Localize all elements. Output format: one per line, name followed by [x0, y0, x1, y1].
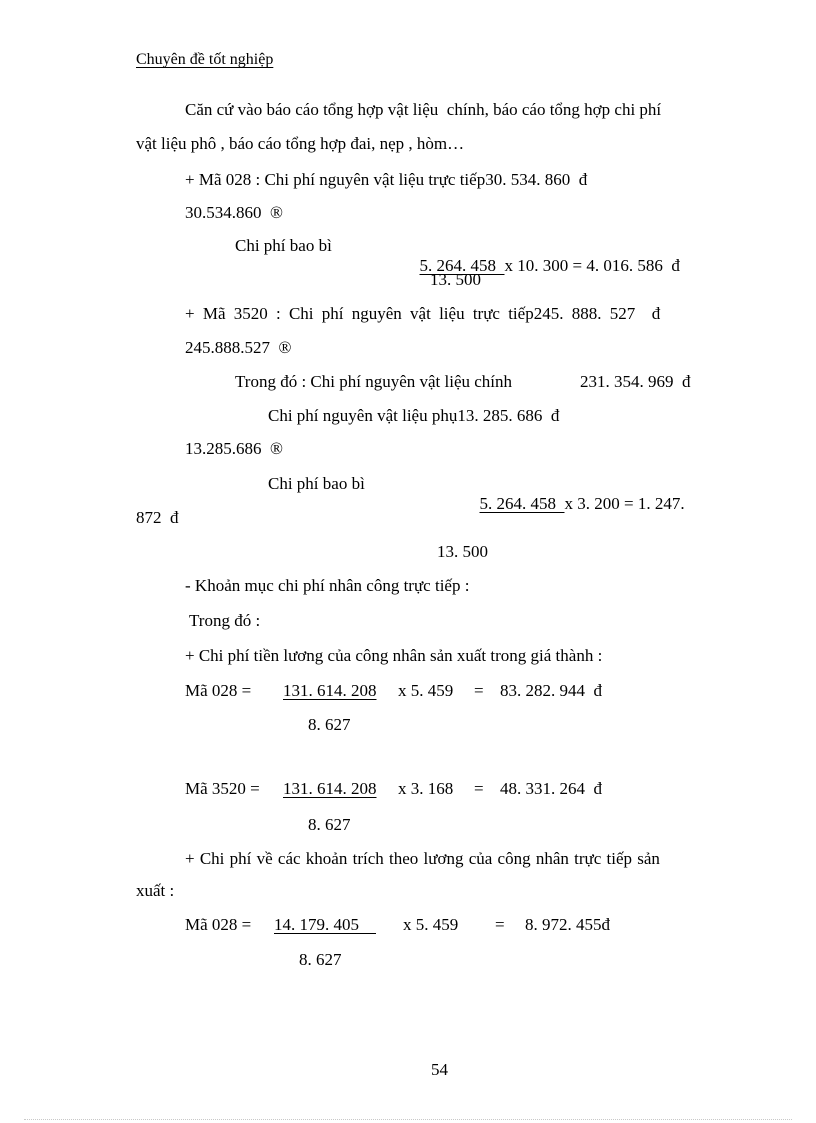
fraction-multiplier: x 3. 200 = 1. 247.	[564, 494, 685, 513]
ma3520-main-material-label: Trong đó : Chi phí nguyên vật liệu chính	[235, 372, 513, 391]
intro-line-1: Căn cứ vào báo cáo tổng hợp vật liệu chính, báo cáo tổng hợp chi phí	[185, 100, 662, 119]
deductions-ma028-equals: =	[495, 915, 505, 934]
fraction-multiplier: x 10. 300 = 4. 016. 586 đ	[504, 256, 680, 275]
deductions-heading-line-2: xuất :	[136, 881, 175, 900]
fraction-numerator: 5. 264. 458	[419, 256, 505, 275]
wage-ma3520-numerator: 131. 614. 208	[283, 779, 377, 798]
ma3520-aux-material-line: Chi phí nguyên vật liệu phụ13. 285. 686 đ	[268, 406, 560, 425]
deductions-ma028-multiplier: x 5. 459	[403, 915, 459, 934]
intro-line-2: vật liệu phô , báo cáo tổng hợp đai, nẹp , hòm…	[136, 134, 465, 153]
wage-ma028-numerator: 131. 614. 208	[283, 681, 377, 700]
wage-heading: + Chi phí tiền lương của công nhân sản xuất trong giá thành :	[185, 646, 603, 665]
ma3520-packaging-wrap: 872 đ	[136, 508, 179, 527]
deductions-heading-line-1: + Chi phí về các khoản trích theo lương của công nhân trực tiếp sản	[185, 849, 660, 868]
ma3520-packaging-formula	[471, 474, 685, 514]
wage-ma3520-label: Mã 3520 =	[185, 779, 260, 798]
deductions-ma028-denominator: 8. 627	[299, 950, 342, 969]
wage-ma028-equals: =	[474, 681, 484, 700]
ma3520-main-material-value: 231. 354. 969 đ	[580, 372, 691, 391]
fraction-numerator: 5. 264. 458	[479, 494, 565, 513]
ma028-packaging-label: Chi phí bao bì	[235, 236, 332, 255]
ma3520-packaging-label: Chi phí bao bì	[268, 474, 365, 493]
wage-ma3520-denominator: 8. 627	[308, 815, 351, 834]
wage-ma028-multiplier: x 5. 459	[398, 681, 454, 700]
footer-divider	[24, 1119, 792, 1120]
wage-ma3520-multiplier: x 3. 168	[398, 779, 454, 798]
deductions-ma028-result: 8. 972. 455đ	[525, 915, 610, 934]
labor-heading: - Khoản mục chi phí nhân công trực tiếp :	[185, 576, 470, 595]
deductions-ma028-label: Mã 028 =	[185, 915, 252, 934]
wage-ma028-denominator: 8. 627	[308, 715, 351, 734]
wage-ma3520-equals: =	[474, 779, 484, 798]
labor-sub: Trong đó :	[189, 611, 261, 630]
page-header-title: Chuyên đề tốt nghiệp	[136, 51, 274, 68]
ma3520-material-heading: + Mã 3520 : Chi phí nguyên vật liệu trực tiếp245. 888. 527 đ	[185, 304, 661, 323]
deductions-ma028-numerator: 14. 179. 405	[274, 915, 376, 934]
ma3520-packaging-denominator: 13. 500	[437, 542, 488, 561]
wage-ma028-label: Mã 028 =	[185, 681, 252, 700]
ma3520-material-arrow: 245.888.527 ®	[185, 338, 292, 357]
page-number: 54	[431, 1060, 448, 1079]
wage-ma3520-result: 48. 331. 264 đ	[500, 779, 602, 798]
ma028-material-arrow: 30.534.860 ®	[185, 203, 283, 222]
ma028-packaging-denominator: 13. 500	[430, 270, 481, 289]
ma028-material-heading: + Mã 028 : Chi phí nguyên vật liệu trực tiếp30. 534. 860 đ	[185, 170, 588, 189]
ma3520-aux-material-arrow: 13.285.686 ®	[185, 439, 283, 458]
wage-ma028-result: 83. 282. 944 đ	[500, 681, 602, 700]
